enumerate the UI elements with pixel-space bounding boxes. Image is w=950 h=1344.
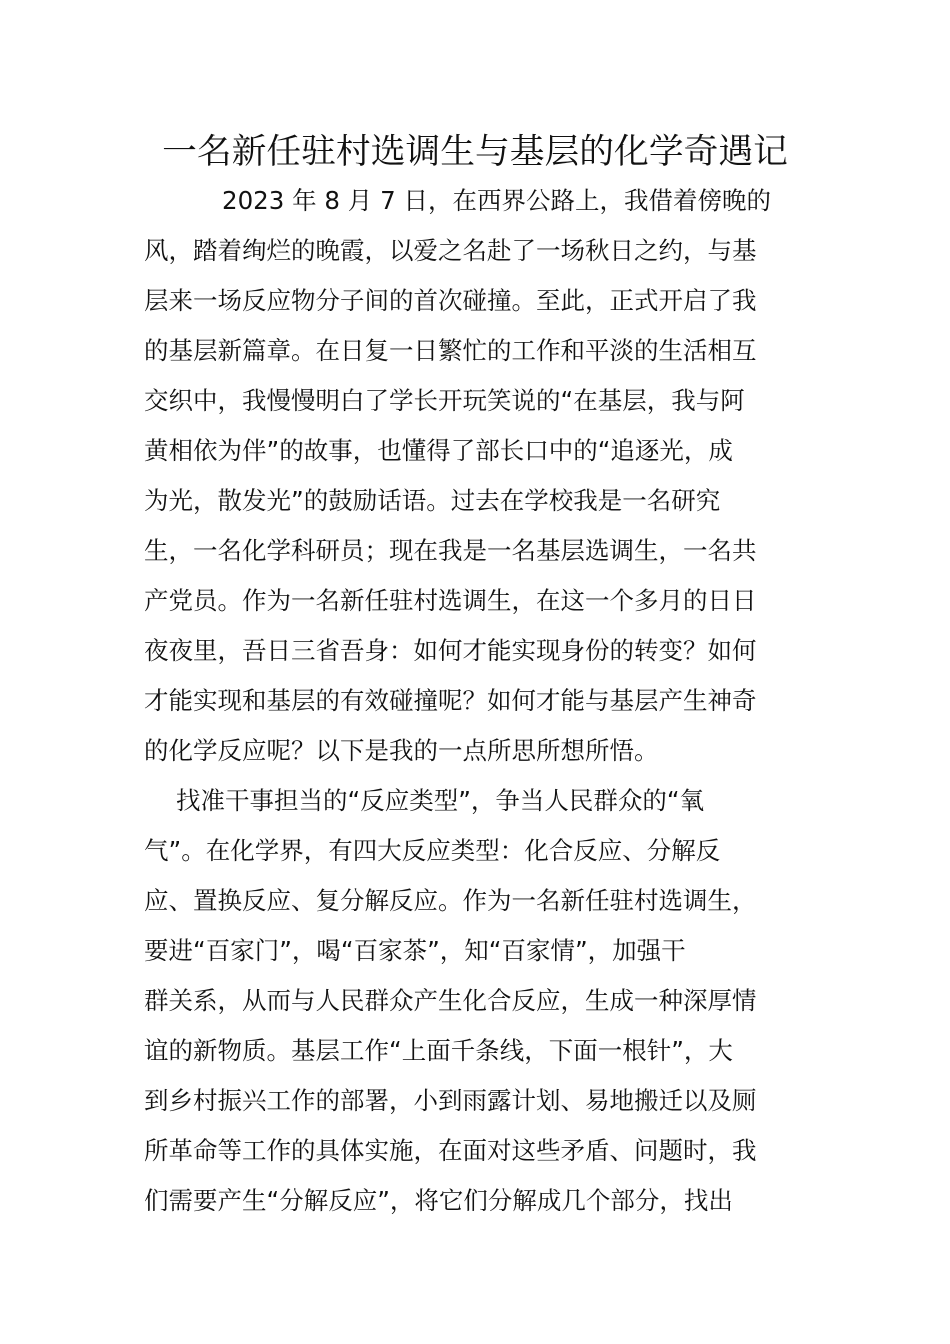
body-line: 为光，散发光”的鼓励话语。过去在学校我是一名研究 — [144, 486, 721, 515]
body-line: 气”。在化学界，有四大反应类型：化合反应、分解反 — [144, 836, 721, 865]
body-line: 所革命等工作的具体实施，在面对这些矛盾、问题时，我 — [144, 1136, 757, 1165]
body-line: 风，踏着绚烂的晚霞，以爱之名赴了一场秋日之约，与基 — [144, 236, 757, 265]
body-line: 们需要产生“分解反应”，将它们分解成几个部分，找出 — [144, 1186, 733, 1215]
body-line: 群关系，从而与人民群众产生化合反应，生成一种深厚情 — [144, 986, 757, 1015]
document-title: 一名新任驻村选调生与基层的化学奇遇记 — [162, 132, 788, 172]
body-line: 产党员。作为一名新任驻村选调生，在这一个多月的日日 — [144, 586, 757, 615]
body-line: 层来一场反应物分子间的首次碰撞。至此，正式开启了我 — [144, 286, 757, 315]
body-line: 谊的新物质。基层工作“上面千条线，下面一根针”，大 — [144, 1036, 733, 1065]
body-line: 夜夜里，吾日三省吾身：如何才能实现身份的转变？如何 — [144, 636, 757, 665]
body-line: 黄相依为伴”的故事，也懂得了部长口中的“追逐光，成 — [144, 436, 733, 465]
body-line: 生，一名化学科研员；现在我是一名基层选调生，一名共 — [144, 536, 757, 565]
body-line: 的基层新篇章。在日复一日繁忙的工作和平淡的生活相互 — [144, 336, 757, 365]
body-line: 的化学反应呢？以下是我的一点所思所想所悟。 — [144, 736, 659, 765]
body-line: 要进“百家门”，喝“百家茶”，知“百家情”，加强干 — [144, 936, 686, 965]
body-line: 到乡村振兴工作的部署，小到雨露计划、易地搬迁以及厕 — [144, 1086, 757, 1115]
body-line: 应、置换反应、复分解反应。作为一名新任驻村选调生， — [144, 886, 757, 915]
body-line: 才能实现和基层的有效碰撞呢？如何才能与基层产生神奇 — [144, 686, 757, 715]
body-line: 找准干事担当的“反应类型”，争当人民群众的“氧 — [176, 786, 705, 815]
body-line: 2023 年 8 月 7 日，在西界公路上，我借着傍晚的 — [222, 186, 771, 215]
body-line: 交织中，我慢慢明白了学长开玩笑说的“在基层，我与阿 — [144, 386, 745, 415]
